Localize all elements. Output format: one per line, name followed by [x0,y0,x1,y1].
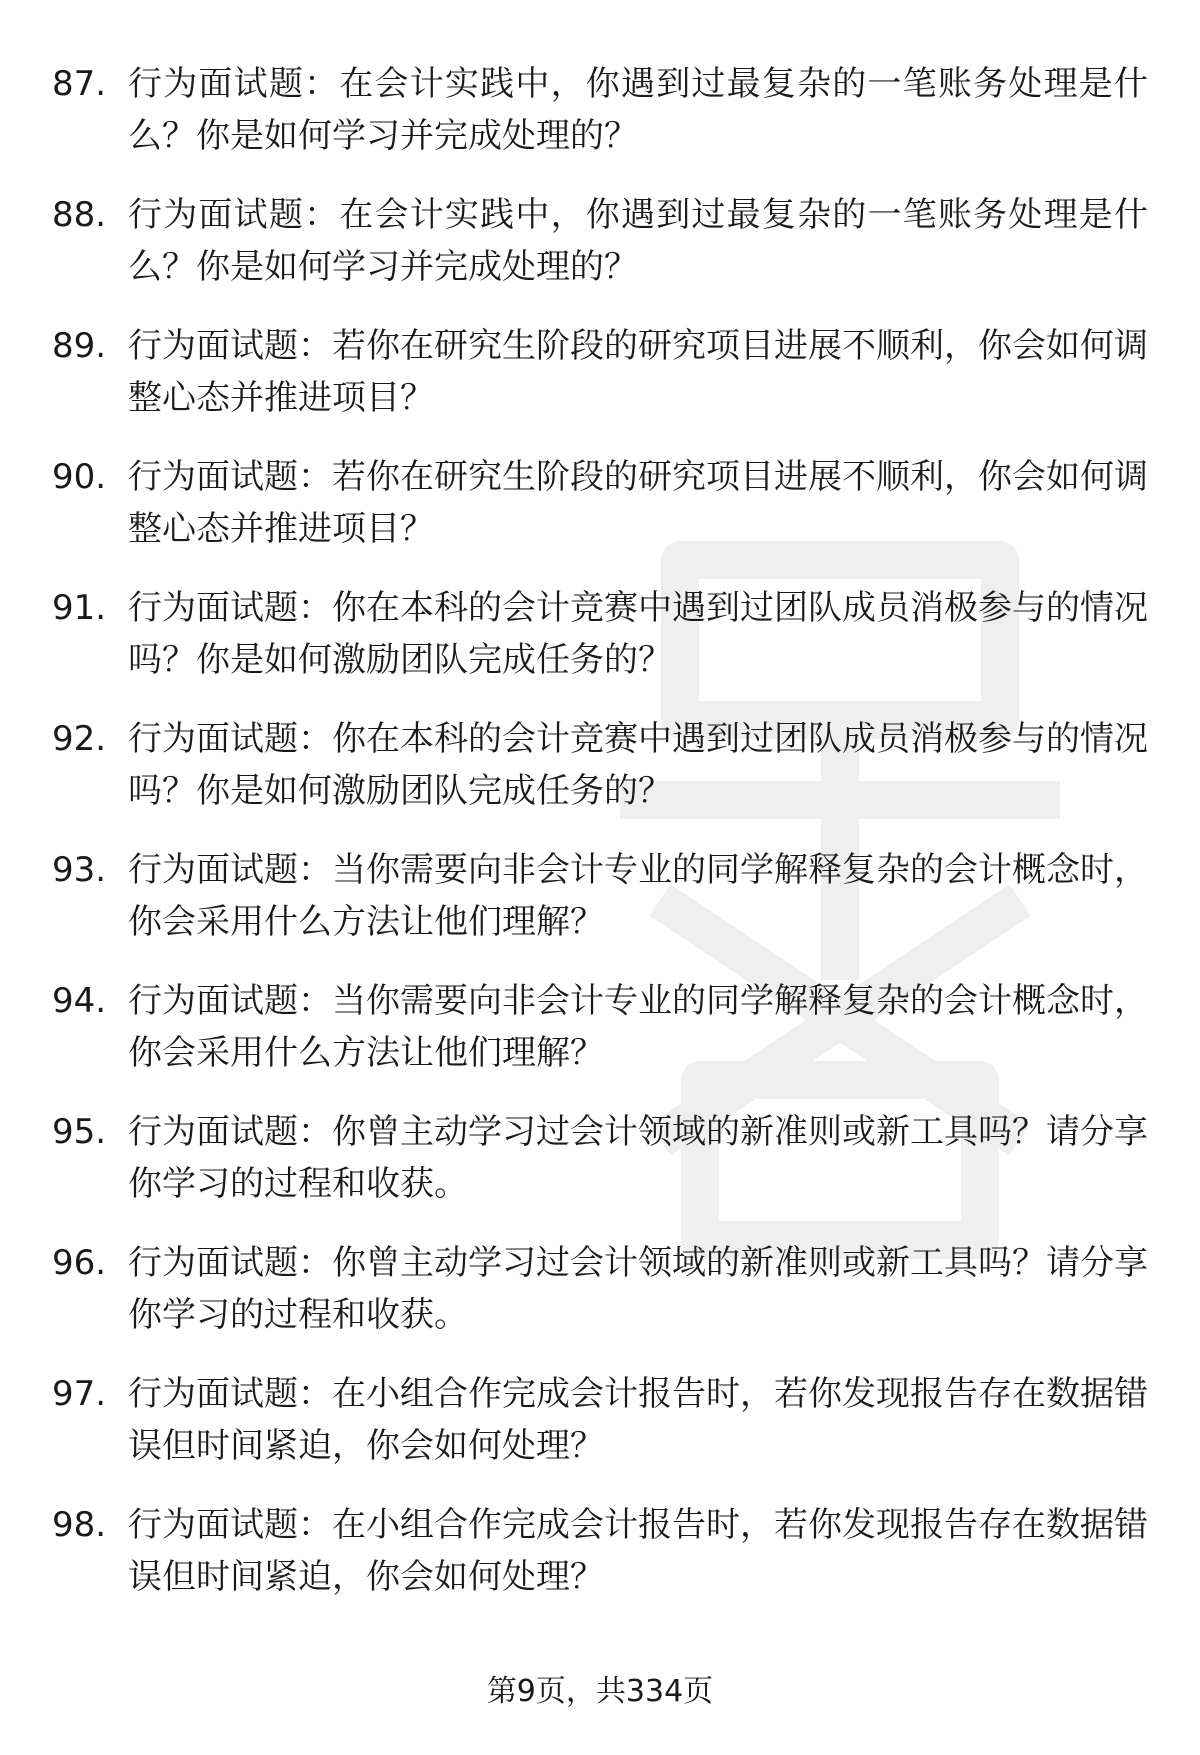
question-number: 93. [52,850,107,890]
list-item [0,451,1200,582]
list-item [0,713,1200,844]
question-text: 行为面试题：若你在研究生阶段的研究项目进展不顺利，你会如何调整心态并推进项目？ [128,326,1148,418]
list-item [0,975,1200,1106]
question-number: 89. [52,326,107,366]
question-number: 94. [52,981,107,1021]
question-number: 95. [52,1112,107,1152]
question-number: 97. [52,1374,107,1414]
list-item [0,844,1200,975]
question-text: 行为面试题：在会计实践中，你遇到过最复杂的一笔账务处理是什么？你是如何学习并完成处理的？ [128,64,1148,156]
list-item [0,1106,1200,1237]
question-number: 87. [52,64,107,104]
question-text: 行为面试题：在小组合作完成会计报告时，若你发现报告存在数据错误但时间紧迫，你会如何处理？ [128,1505,1148,1597]
question-text: 行为面试题：你在本科的会计竞赛中遇到过团队成员消极参与的情况吗？你是如何激励团队完成任务的？ [128,588,1148,680]
question-number: 88. [52,195,107,235]
list-item [0,1368,1200,1499]
question-text: 行为面试题：你曾主动学习过会计领域的新准则或新工具吗？请分享你学习的过程和收获。 [128,1112,1148,1204]
question-text: 行为面试题：你在本科的会计竞赛中遇到过团队成员消极参与的情况吗？你是如何激励团队完成任务的？ [128,719,1148,811]
question-text: 行为面试题：若你在研究生阶段的研究项目进展不顺利，你会如何调整心态并推进项目？ [128,457,1148,549]
page-footer [0,1672,1200,1712]
list-item [0,189,1200,320]
question-text: 行为面试题：你曾主动学习过会计领域的新准则或新工具吗？请分享你学习的过程和收获。 [128,1243,1148,1335]
question-text: 行为面试题：在小组合作完成会计报告时，若你发现报告存在数据错误但时间紧迫，你会如何处理？ [128,1374,1148,1466]
question-text: 行为面试题：当你需要向非会计专业的同学解释复杂的会计概念时，你会采用什么方法让他们理解？ [128,981,1148,1073]
list-item [0,1499,1200,1630]
list-item [0,58,1200,189]
question-number: 98. [52,1505,107,1545]
page-number-label: 第9页，共334页 [486,1674,714,1709]
question-text: 行为面试题：在会计实践中，你遇到过最复杂的一笔账务处理是什么？你是如何学习并完成处理的？ [128,195,1148,287]
list-item [0,1237,1200,1368]
question-number: 92. [52,719,107,759]
question-text: 行为面试题：当你需要向非会计专业的同学解释复杂的会计概念时，你会采用什么方法让他们理解？ [128,850,1148,942]
question-number: 96. [52,1243,107,1283]
list-item [0,582,1200,713]
question-list [0,58,1200,1630]
list-item [0,320,1200,451]
question-number: 90. [52,457,107,497]
question-number: 91. [52,588,107,628]
